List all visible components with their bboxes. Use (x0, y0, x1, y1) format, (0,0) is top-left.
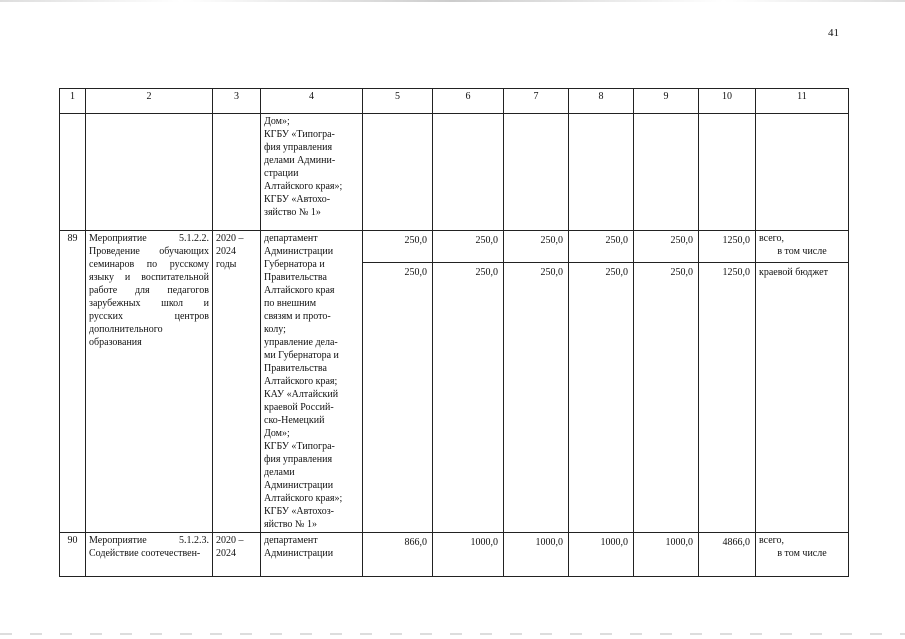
funding-source-cell (756, 231, 849, 263)
executors-cell: Дом»; КГБУ «Типогра- фия управления делами Админи- страции Алтайского края»; КГБУ «Автохо- зяйство № 1» (261, 114, 363, 231)
page-number: 41 (828, 27, 839, 39)
header-cell: 1 (60, 89, 86, 114)
funding-source-cell (756, 533, 849, 577)
header-cell: 7 (504, 89, 569, 114)
period-cell: 2020 – 2024 (213, 533, 261, 577)
header-cell: 11 (756, 89, 849, 114)
header-cell: 10 (699, 89, 756, 114)
value-cell: 250,0 (504, 231, 569, 263)
activity-title: Мероприятие 5.1.2.3. Содействие соотечествен- (86, 533, 213, 577)
header-cell: 6 (433, 89, 504, 114)
table-header-row (60, 89, 849, 114)
funding-source-line: всего, (759, 535, 785, 546)
header-cell: 2 (86, 89, 213, 114)
value-cell: 250,0 (433, 262, 504, 532)
row-number: 90 (60, 533, 86, 577)
value-cell: 250,0 (569, 231, 634, 263)
value-cell: 250,0 (363, 262, 433, 532)
value-cell: 250,0 (504, 262, 569, 532)
activity-title: Мероприятие 5.1.2.2. Проведение обучающих семинаров по русскому языку и воспитательной работе для педагогов зарубежных школ и русских центров дополнительного образования (86, 231, 213, 533)
header-cell: 3 (213, 89, 261, 114)
period-cell: 2020 – 2024 годы (213, 231, 261, 533)
value-cell: 1250,0 (699, 231, 756, 263)
value-cell: 1000,0 (433, 533, 504, 577)
scan-edge-top (0, 0, 905, 2)
value-cell: 4866,0 (699, 533, 756, 577)
value-cell: 250,0 (363, 231, 433, 263)
value-cell: 866,0 (363, 533, 433, 577)
executors-cell: департамент Администрации Губернатора и Правительства Алтайского края по внешним связям и прото- колу; управление дела- ми Губернатора и Правительства Алтайского края; КАУ «Алтайский краевой Россий- ско-Немецкий Дом»; КГБУ «Типогра- фия управления делами Администрации Алтайского края»; КГБУ «Автохоз- яйство № 1» (261, 231, 363, 533)
funding-source-cell: краевой бюджет (756, 262, 849, 532)
table-row-89 (60, 231, 849, 263)
value-cell: 1250,0 (699, 262, 756, 532)
scan-edge-bottom (0, 633, 905, 635)
header-cell: 5 (363, 89, 433, 114)
header-cell: 8 (569, 89, 634, 114)
budget-table (59, 88, 849, 577)
value-cell: 1000,0 (504, 533, 569, 577)
header-cell: 4 (261, 89, 363, 114)
row-number: 89 (60, 231, 86, 533)
executors-cell: департамент Администрации (261, 533, 363, 577)
header-cell: 9 (634, 89, 699, 114)
funding-source-line: в том числе (777, 548, 827, 559)
value-cell: 250,0 (634, 231, 699, 263)
table-row-90 (60, 533, 849, 577)
value-cell: 250,0 (433, 231, 504, 263)
value-cell: 250,0 (569, 262, 634, 532)
funding-source-line: всего, (759, 233, 785, 244)
value-cell: 1000,0 (634, 533, 699, 577)
value-cell: 250,0 (634, 262, 699, 532)
funding-source-line: в том числе (777, 246, 827, 257)
table-row-continuation (60, 114, 849, 231)
value-cell: 1000,0 (569, 533, 634, 577)
